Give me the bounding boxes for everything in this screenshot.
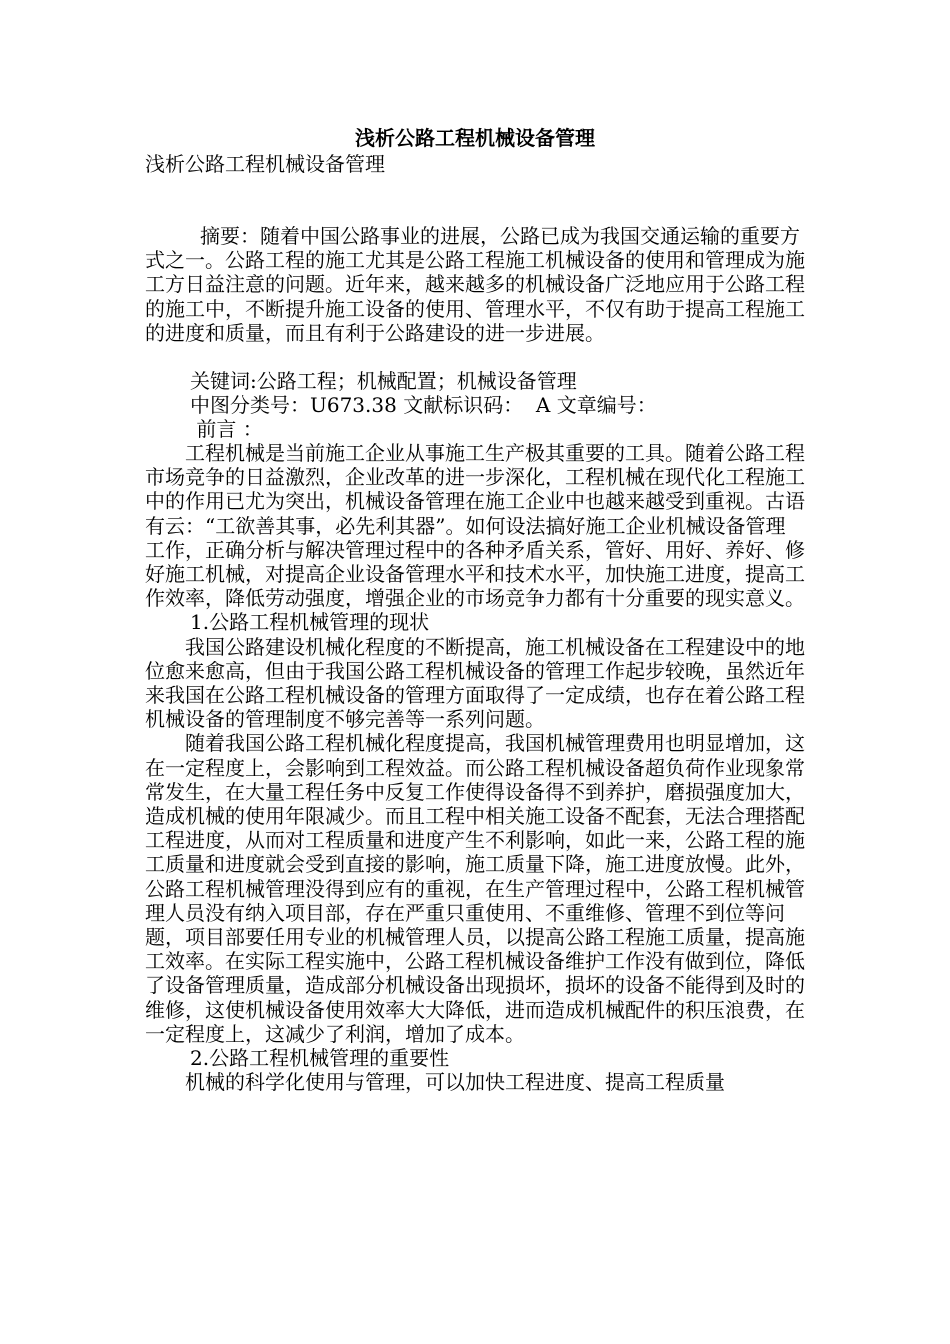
section-2-paragraph-1: 机械的科学化使用与管理，可以加快工程进度、提高工程质量 bbox=[185, 1070, 725, 1095]
section-2-heading: 2.公路工程机械管理的重要性 bbox=[190, 1046, 450, 1071]
section-1-paragraph-1: 我国公路建设机械化程度的不断提高，施工机械设备在工程建设中的地位愈来愈高，但由于我国公路工程机械设备的管理工作起步较晚，虽然近年来我国在公路工程机械设备的管理方面取得了一定成绩，也存在着公路工程机械设备的管理制度不够完善等一系列问题。 bbox=[145, 634, 805, 732]
abstract-paragraph: 摘要：随着中国公路事业的进展，公路已成为我国交通运输的重要方式之一。公路工程的施工尤其是公路工程施工机械设备的使用和管理成为施工方日益注意的问题。近年来，越来越多的机械设备广泛地应用于公路工程的施工中，不断提升施工设备的使用、管理水平，不仅有助于提高工程施工的进度和质量，而且有利于公路建设的进一步进展。 bbox=[145, 224, 805, 345]
document-title: 浅析公路工程机械设备管理 bbox=[355, 126, 595, 150]
section-1-paragraph-2: 随着我国公路工程机械化程度提高，我国机械管理费用也明显增加，这在一定程度上，会影响到工程效益。而公路工程机械设备超负荷作业现象常常发生，在大量工程任务中反复工作使得设备得不到养护，磨损强度加大，造成机械的使用年限减少。而且工程中相关施工设备不配套，无法合理搭配工程进度，从而对工程质量和进度产生不利影响，如此一来，公路工程的施工质量和进度就会受到直接的影响，施工质量下降，施工进度放慢。此外，公路工程机械管理没得到应有的重视，在生产管理过程中，公路工程机械管理人员没有纳入项目部，存在严重只重使用、不重维修、管理不到位等问题，项目部要任用专业的机械管理人员，以提高公路工程施工质量，提高施工效率。在实际工程实施中，公路工程机械设备维护工作没有做到位，降低了设备管理质量，造成部分机械设备出现损坏，损坏的设备不能得到及时的维修，这使机械设备使用效率大大降低，进而造成机械配件的积压浪费，在一定程度上，这减少了利润，增加了成本。 bbox=[145, 731, 805, 1046]
keywords-line: 关键词:公路工程；机械配置；机械设备管理 bbox=[190, 369, 577, 394]
section-1-heading: 1.公路工程机械管理的现状 bbox=[190, 610, 430, 635]
preface-paragraph: 工程机械是当前施工企业从事施工生产极其重要的工具。随着公路工程市场竞争的日益激烈，企业改革的进一步深化，工程机械在现代化工程施工中的作用已尤为突出，机械设备管理在施工企业中也越来越受到重视。古语有云：“工欲善其事，必先利其器”。如何设法搞好施工企业机械设备管理工作，正确分析与解决管理过程中的各种矛盾关系，管好、用好、养好、修好施工机械，对提高企业设备管理水平和技术水平，加快施工进度，提高工作效率，降低劳动强度，增强企业的市场竞争力都有十分重要的现实意义。 bbox=[145, 441, 805, 611]
classification-line: 中图分类号：U673.38 文献标识码： A 文章编号： bbox=[190, 393, 657, 418]
preface-label: 前言 ： bbox=[190, 417, 263, 442]
document-page bbox=[145, 124, 805, 1095]
document-subtitle: 浅析公路工程机械设备管理 bbox=[145, 152, 385, 176]
